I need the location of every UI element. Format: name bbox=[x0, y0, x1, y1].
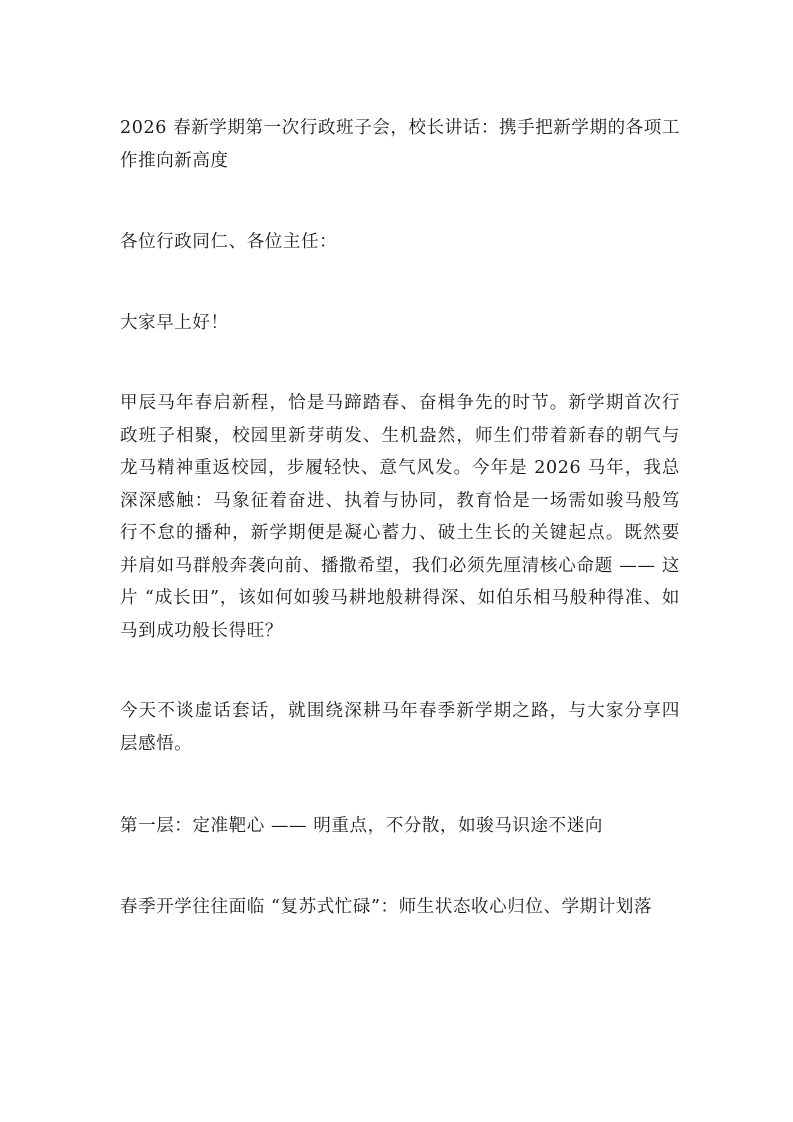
document-body bbox=[120, 112, 680, 923]
paragraph-opening: 甲辰马年春启新程，恰是马蹄踏春、奋楫争先的时节。新学期首次行政班子相聚，校园里新芽萌发、生机盎然，师生们带着新春的朝气与龙马精神重返校园，步履轻快、意气风发。今年是 2026 马年，我总深深感触：马象征着奋进、执着与协同，教育恰是一场需如骏马般笃行不怠的播种，新学期便是凝心蓄力、破土生长的关键起点。既然要并肩如马群般奔袭向前、播撒希望，我们必须先厘清核心命题 —— 这片 “成长田”，该如何如骏马耕地般耕得深、如伯乐相马般种得准、如马到成功般长得旺？ bbox=[120, 393, 680, 641]
salutation: 各位行政同仁、各位主任： bbox=[120, 232, 338, 252]
document-title: 2026 春新学期第一次行政班子会，校长讲话：携手把新学期的各项工作推向新高度 bbox=[120, 118, 680, 171]
section-heading: 第一层：定准靶心 —— 明重点，不分散，如骏马识途不迷向 bbox=[120, 816, 603, 836]
greeting: 大家早上好！ bbox=[120, 312, 229, 333]
paragraph-intro: 今天不谈虚话套话，就围绕深耕马年春季新学期之路，与大家分享四层感悟。 bbox=[120, 701, 680, 754]
section-text: 春季开学往往面临 “复苏式忙碌”：师生状态收心归位、学期计划落 bbox=[120, 896, 653, 917]
